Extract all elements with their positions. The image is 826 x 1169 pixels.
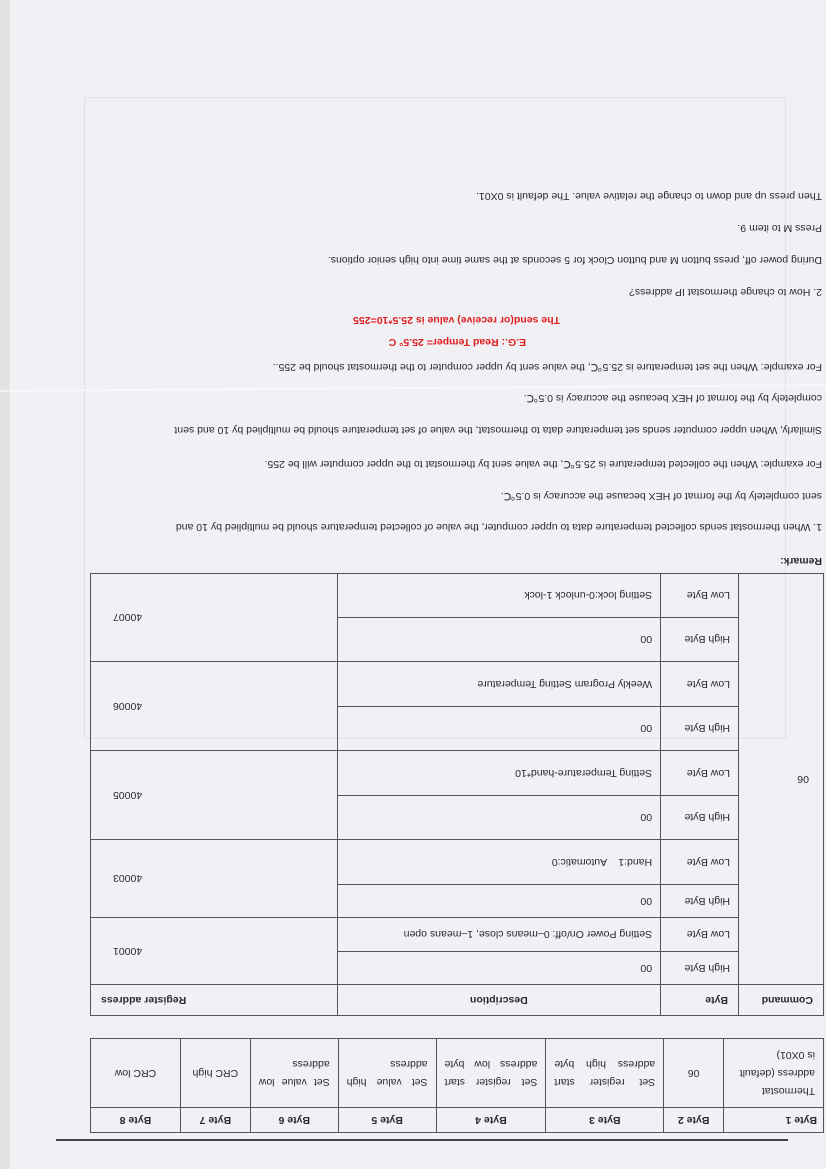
- byte-value: 00: [337, 952, 661, 985]
- header-byte-5: Byte 5: [338, 1108, 436, 1133]
- remark-line: Press M to item 9.: [737, 222, 822, 234]
- byte-value: 00: [337, 707, 661, 751]
- remark-line: Then press up and down to change the relative value. The default is 0X01.: [476, 190, 822, 202]
- remark-line: For example: When the collected temperature is 25.5℃, the value sent by thermostat to the upper computer will be 255.: [264, 458, 822, 470]
- frame-value-row: [91, 1039, 824, 1108]
- byte-label: High Byte: [661, 796, 739, 840]
- register-row: [91, 885, 824, 918]
- register-row: [91, 618, 824, 662]
- header-byte-8: Byte 8: [91, 1108, 181, 1133]
- byte-value: Setting Power On/off: 0–means close, 1–means open: [337, 918, 661, 952]
- byte-3-desc: Set register start address high byte: [546, 1039, 664, 1108]
- remark-line: For example: When the set temperature is 25.5℃, the value sent by upper computer to the thermostat should be 255..: [272, 361, 822, 373]
- register-row: [91, 952, 824, 985]
- byte-8-desc: CRC low: [91, 1039, 181, 1108]
- byte-value: Setting lock:0-unlock 1-lock: [337, 574, 661, 618]
- command-code: 06: [739, 574, 824, 985]
- register-address: 40003: [91, 840, 338, 918]
- byte-value: 00: [337, 618, 661, 662]
- header-byte-4: Byte 4: [436, 1108, 546, 1133]
- byte-label: Low Byte: [661, 918, 739, 952]
- remark-line: Similarly, When upper computer sends set temperature data to thermostat, the value of set temperature should be multiplied by 10 and sent: [174, 424, 822, 436]
- frame-header-row: [91, 1108, 824, 1133]
- example-highlight-1: E.G.: Read Temper= 25.5° C: [388, 336, 526, 348]
- byte-label: High Byte: [661, 885, 739, 918]
- remark-title: Remark:: [779, 555, 822, 567]
- byte-4-desc: Set register start address low byte: [436, 1039, 546, 1108]
- register-row: [91, 796, 824, 840]
- header-description: Description: [337, 985, 661, 1016]
- register-address: 40006: [91, 662, 338, 751]
- byte-label: Low Byte: [661, 751, 739, 796]
- register-table: [90, 573, 824, 1016]
- byte-label: High Byte: [661, 707, 739, 751]
- remark-line: 2. How to change thermostat IP address?: [629, 286, 822, 298]
- byte-5-desc: Set value high address: [338, 1039, 436, 1108]
- header-byte-7: Byte 7: [180, 1108, 250, 1133]
- scan-edge: [0, 0, 10, 1169]
- header-byte-1: Byte 1: [724, 1108, 824, 1133]
- byte-label: Low Byte: [661, 574, 739, 618]
- byte-value: Hand:1 Automatic:0: [337, 840, 661, 885]
- byte-2-desc: 06: [664, 1039, 724, 1108]
- header-register-address: Register address: [91, 985, 338, 1016]
- header-byte-3: Byte 3: [546, 1108, 664, 1133]
- byte-value: Setting Temperature-hand*10: [337, 751, 661, 796]
- register-address: 40005: [91, 751, 338, 840]
- remark-line: completely by the format of HEX because the accuracy is 0.5℃.: [523, 392, 822, 404]
- byte-1-desc: Thermostat address (default is 0X01): [724, 1039, 824, 1108]
- header-rule: [56, 1139, 788, 1141]
- remark-line: 1. When thermostat sends collected temperature data to upper computer, the value of collected temperature should be multiplied by 10 and: [175, 521, 822, 533]
- byte-label: Low Byte: [661, 840, 739, 885]
- remark-line: sent completely by the format of HEX because the accuracy is 0.5℃.: [500, 490, 822, 502]
- byte-label: High Byte: [661, 618, 739, 662]
- byte-6-desc: Set value low address: [250, 1039, 338, 1108]
- header-byte-2: Byte 2: [664, 1108, 724, 1133]
- byte-value: Weekly Program Setting Temperature: [337, 662, 661, 707]
- byte-label: Low Byte: [661, 662, 739, 707]
- register-row: [91, 707, 824, 751]
- byte-label: High Byte: [661, 952, 739, 985]
- header-command: Command: [739, 985, 824, 1016]
- register-address: 40001: [91, 918, 338, 985]
- register-header-row: [91, 985, 824, 1016]
- header-byte-6: Byte 6: [250, 1108, 338, 1133]
- header-byte: Byte: [661, 985, 739, 1016]
- byte-value: 00: [337, 885, 661, 918]
- example-highlight-2: The send(or receive) value is 25.5*10=255: [353, 314, 560, 326]
- register-address: 40007: [91, 574, 338, 662]
- modbus-frame-table: [90, 1038, 824, 1133]
- byte-7-desc: CRC high: [180, 1039, 250, 1108]
- byte-value: 00: [337, 796, 661, 840]
- remark-line: During power off, press button M and button Clock for 5 seconds at the same time into high senior options.: [327, 254, 822, 266]
